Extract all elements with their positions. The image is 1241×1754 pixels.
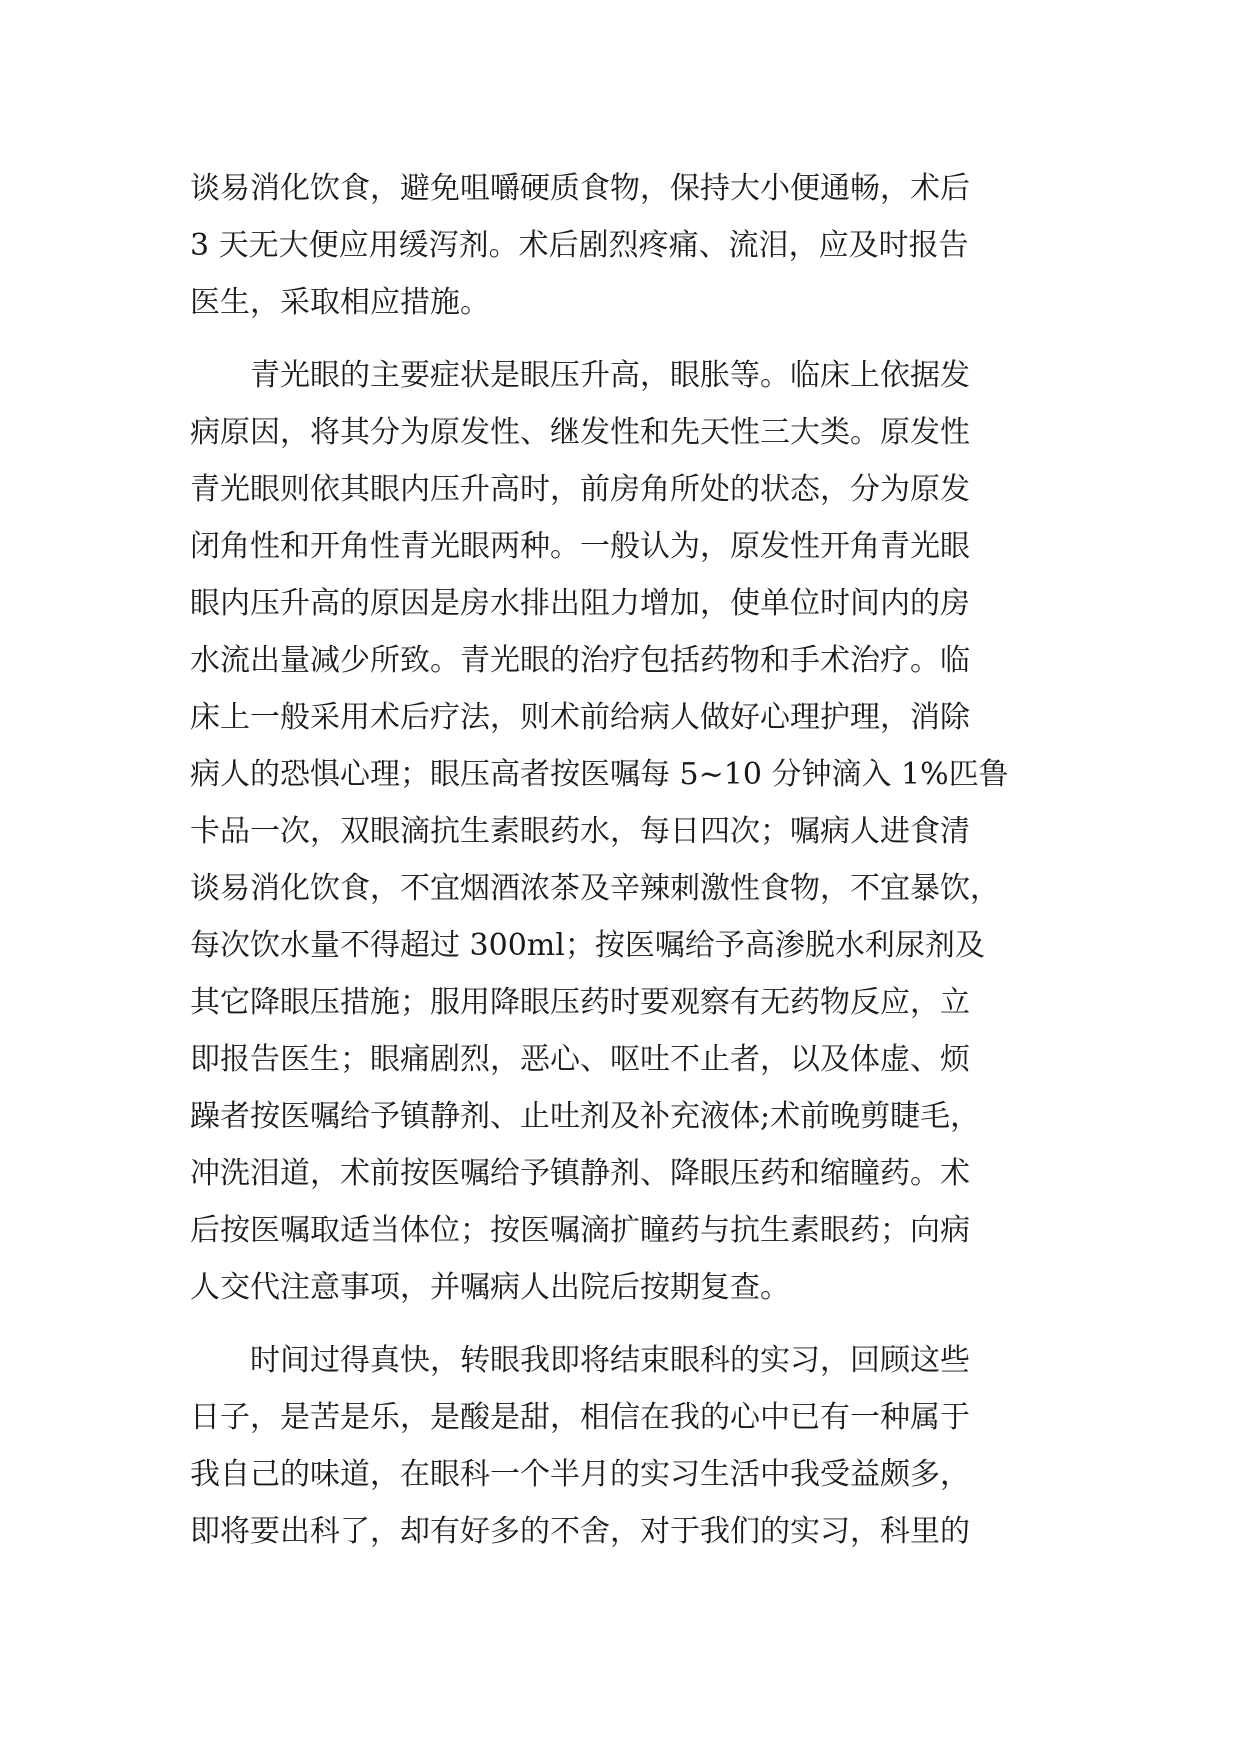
text-line: 病人的恐惧心理；眼压高者按医嘱每 5~10 分钟滴入 1%匹鲁 <box>190 757 1009 792</box>
text-line: 冲洗泪道，术前按医嘱给予镇静剂、降眼压药和缩瞳药。术 <box>190 1156 970 1191</box>
text-line: 其它降眼压措施；服用降眼压药时要观察有无药物反应，立 <box>190 985 970 1020</box>
text-line: 闭角性和开角性青光眼两种。一般认为，原发性开角青光眼 <box>190 529 970 564</box>
text-line: 水流出量减少所致。青光眼的治疗包括药物和手术治疗。临 <box>190 643 970 678</box>
text-line: 即将要出科了，却有好多的不舍，对于我们的实习，科里的 <box>190 1514 970 1549</box>
text-line: 时间过得真快，转眼我即将结束眼科的实习，回顾这些 <box>190 1343 970 1378</box>
text-line: 即报告医生；眼痛剧烈，恶心、呕吐不止者，以及体虚、烦 <box>190 1042 970 1077</box>
text-line: 卡品一次，双眼滴抗生素眼药水，每日四次；嘱病人进食清 <box>190 814 970 849</box>
text-line: 谈易消化饮食，避免咀嚼硬质食物，保持大小便通畅，术后 <box>190 171 970 206</box>
text-line: 躁者按医嘱给予镇静剂、止吐剂及补充液体;术前晚剪睫毛， <box>190 1099 981 1134</box>
paragraph <box>190 347 1050 1316</box>
text-line: 医生，采取相应措施。 <box>190 285 490 320</box>
text-line: 人交代注意事项，并嘱病人出院后按期复查。 <box>190 1270 790 1305</box>
text-line: 我自己的味道，在眼科一个半月的实习生活中我受益颇多， <box>190 1457 970 1492</box>
paragraph <box>190 160 1050 331</box>
paragraph <box>190 1332 1050 1560</box>
text-line: 3 天无大便应用缓泻剂。术后剧烈疼痛、流泪，应及时报告 <box>190 228 969 263</box>
text-line: 谈易消化饮食，不宜烟酒浓茶及辛辣刺激性食物，不宜暴饮， <box>190 871 1000 906</box>
document-body <box>190 160 1050 1560</box>
text-line: 床上一般采用术后疗法，则术前给病人做好心理护理，消除 <box>190 700 970 735</box>
text-line: 每次饮水量不得超过 300ml；按医嘱给予高渗脱水利尿剂及 <box>190 928 985 963</box>
text-line: 病原因，将其分为原发性、继发性和先天性三大类。原发性 <box>190 415 970 450</box>
text-line: 青光眼的主要症状是眼压升高，眼胀等。临床上依据发 <box>190 358 970 393</box>
text-line: 后按医嘱取适当体位；按医嘱滴扩瞳药与抗生素眼药；向病 <box>190 1213 970 1248</box>
text-line: 青光眼则依其眼内压升高时，前房角所处的状态，分为原发 <box>190 472 970 507</box>
text-line: 日子，是苦是乐，是酸是甜，相信在我的心中已有一种属于 <box>190 1400 970 1435</box>
text-line: 眼内压升高的原因是房水排出阻力增加，使单位时间内的房 <box>190 586 970 621</box>
